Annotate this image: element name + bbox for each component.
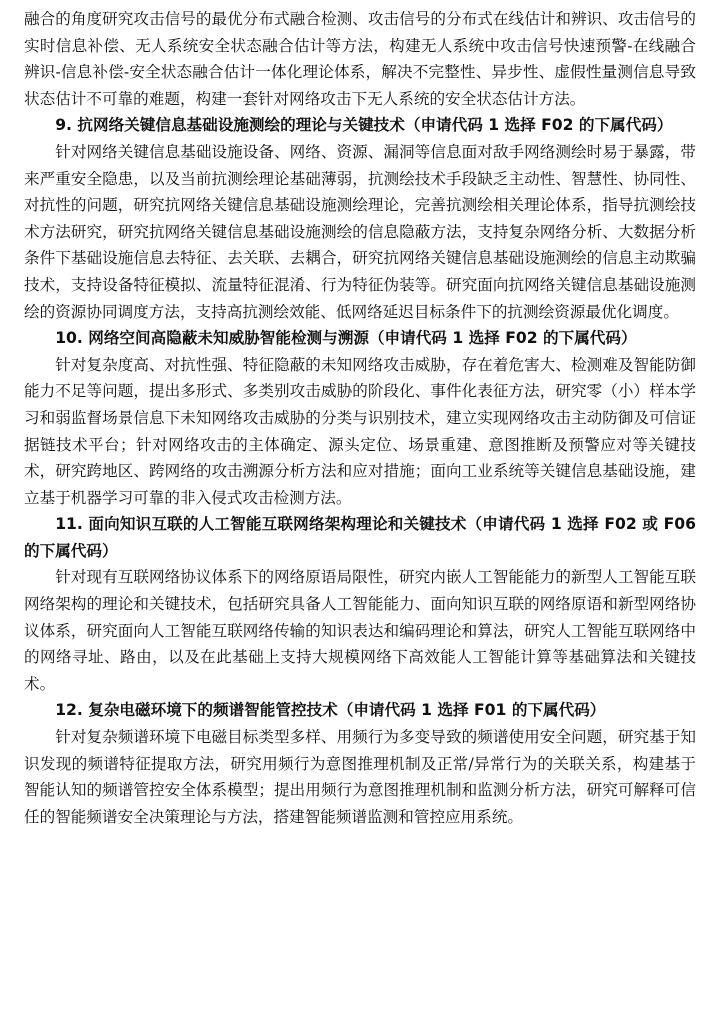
section-heading-9: 9. 抗网络关键信息基础设施测绘的理论与关键技术（申请代码 1 选择 F02 的下属代码） [55, 116, 673, 135]
continuation-paragraph: 融合的角度研究攻击信号的最优分布式融合检测、攻击信号的分布式在线估计和辨识、攻击信号的实时信息补偿、无人系统安全状态融合估计等方法，构建无人系统中攻击信号快速预警-在线融合辨识-信息补偿-安全状态融合估计一体化理论体系，解决不完整性、异步性、虚假性量测信息导致状态估计不可靠的难题，构建一套针对网络攻击下无人系统的安全状态估计方法。 [24, 10, 696, 108]
section-heading-10: 10. 网络空间高隐蔽未知威胁智能检测与溯源（申请代码 1 选择 F02 的下属代码） [55, 329, 637, 348]
section-heading-11: 11. 面向知识互联的人工智能互联网络架构理论和关键技术（申请代码 1 选择 F02 或 F06 的下属代码） [24, 515, 696, 560]
section-body-11: 针对现有互联网络协议体系下的网络原语局限性，研究内嵌人工智能能力的新型人工智能互联网络架构的理论和关键技术，包括研究具备人工智能能力、面向知识互联的网络原语和新型网络协议体系，研究面向人工智能互联网络传输的知识表达和编码理论和算法，研究人工智能互联网络中的网络寻址、路由，以及在此基础上支持大规模网络下高效能人工智能计算等基础算法和关键技术。 [24, 568, 696, 693]
section-heading-12: 12. 复杂电磁环境下的频谱智能管控技术（申请代码 1 选择 F01 的下属代码） [55, 701, 606, 720]
section-body-12: 针对复杂频谱环境下电磁目标类型多样、用频行为多变导致的频谱使用安全问题，研究基于知识发现的频谱特征提取方法，研究用频行为意图推理机制及正常/异常行为的关联关系，构建基于智能认知的频谱管控安全体系模型；提出用频行为意图推理机制和监测分析方法，研究可解释可信任的智能频谱安全决策理论与方法，搭建智能频谱监测和管控应用系统。 [24, 728, 696, 826]
section-body-10: 针对复杂度高、对抗性强、特征隐蔽的未知网络攻击威胁，存在着危害大、检测难及智能防御能力不足等问题，提出多形式、多类别攻击威胁的阶段化、事件化表征方法，研究零（小）样本学习和弱监督场景信息下未知网络攻击威胁的分类与识别技术，建立实现网络攻击主动防御及可信证据链技术平台；针对网络攻击的主体确定、源头定位、场景重建、意图推断及预警应对等关键技术，研究跨地区、跨网络的攻击溯源分析方法和应对措施；面向工业系统等关键信息基础设施，建立基于机器学习可靠的非入侵式攻击检测方法。 [24, 355, 696, 507]
document-page [24, 6, 696, 830]
section-body-9: 针对网络关键信息基础设施设备、网络、资源、漏洞等信息面对敌手网络测绘时易于暴露，带来严重安全隐患，以及当前抗测绘理论基础薄弱，抗测绘技术手段缺乏主动性、智慧性、协同性、对抗性的问题，研究抗网络关键信息基础设施测绘理论，完善抗测绘相关理论体系，指导抗测绘技术方法研究，研究抗网络关键信息基础设施测绘的信息隐蔽方法，支持复杂网络分析、大数据分析条件下基础设施信息去特征、去关联、去耦合，研究抗网络关键信息基础设施测绘的信息主动欺骗技术，支持设备特征模拟、流量特征混淆、行为特征伪装等。研究面向抗网络关键信息基础设施测绘的资源协同调度方法，支持高抗测绘效能、低网络延迟目标条件下的抗测绘资源最优化调度。 [24, 142, 696, 321]
